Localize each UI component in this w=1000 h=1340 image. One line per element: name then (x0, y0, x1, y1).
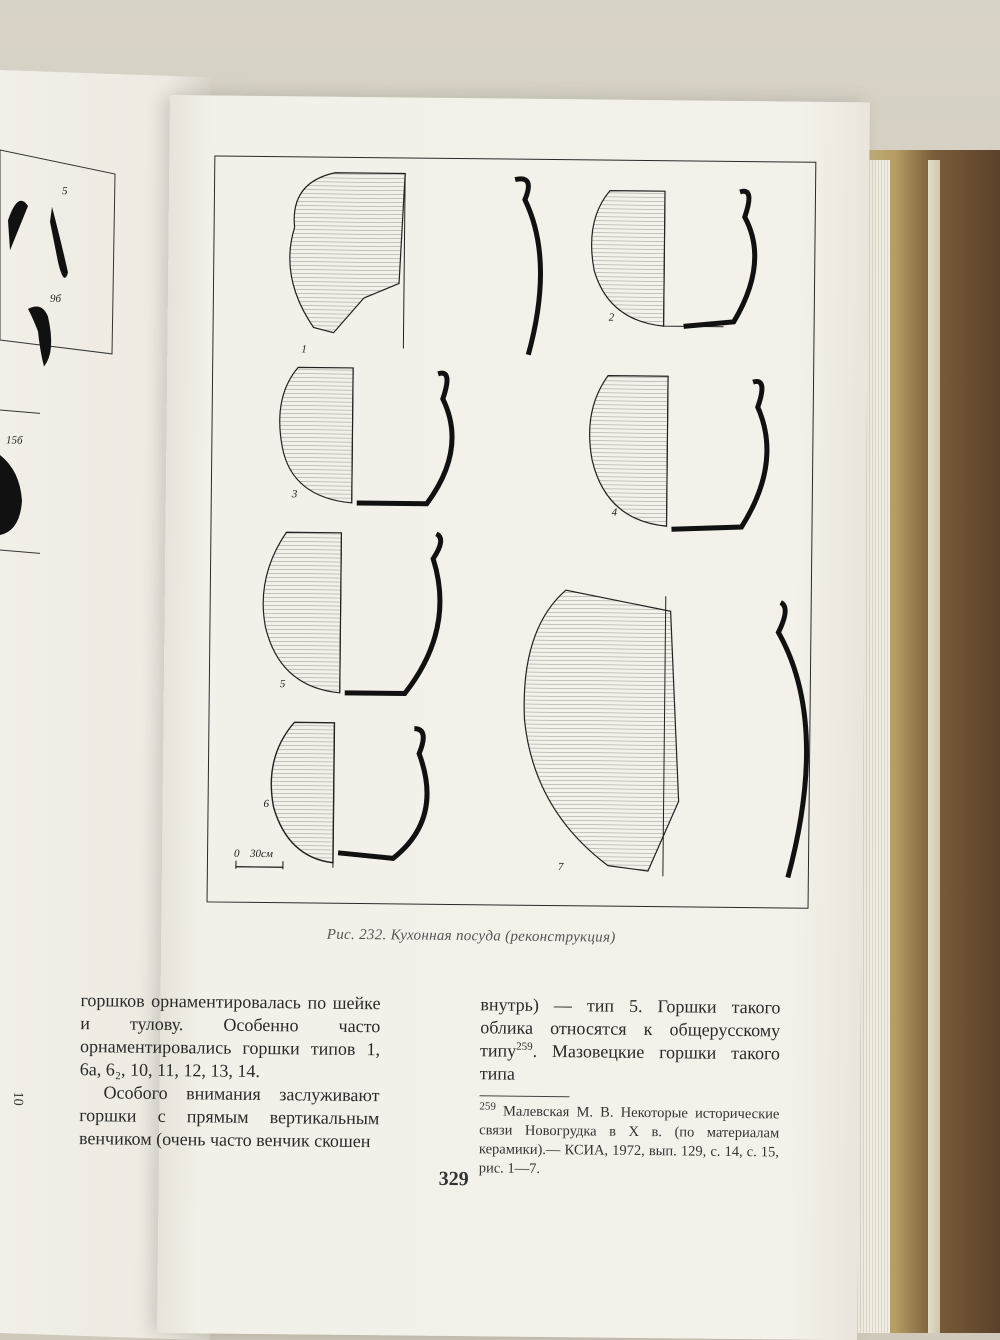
pot-label-7: 7 (558, 861, 564, 873)
cover-edge (928, 160, 940, 1333)
sherd-drawing-b (50, 207, 68, 278)
left-label-3: 15б (6, 434, 23, 447)
left-margin-number: 10 (9, 1091, 25, 1106)
left-label-2: 9б (50, 293, 61, 305)
pot-label-6: 6 (264, 798, 270, 810)
pot-6 (263, 722, 428, 869)
pot-1 (289, 172, 542, 358)
pot-label-3: 3 (291, 488, 298, 500)
pot-label-4: 4 (612, 507, 618, 519)
pot-5 (262, 532, 441, 694)
sherd-drawing-d (0, 455, 22, 536)
paragraph-1: горшков орнаментировалась по шейке и тулову. Особенно часто орнаментировались горшки типов 1, 6а, 6₂, 10, 11, 12, 13, 14. (80, 989, 381, 1084)
figure-caption: Рис. 232. Кухонная посуда (реконструкция) (161, 925, 781, 948)
figure-frame (207, 155, 817, 908)
pot-3 (279, 367, 453, 504)
paragraph-3 (480, 993, 781, 1088)
paragraph-3-text: внутрь) — тип 5. Горшки такого облика относятся к общерусскому типу (480, 994, 781, 1060)
footnote-rule (480, 1095, 570, 1097)
paragraph-3-text-end: . Мазовецкие горшки такого типа (480, 1041, 780, 1084)
pot-4 (589, 375, 768, 530)
pot-label-1: 1 (301, 343, 307, 355)
paragraph-2: Особого внимания заслуживают горшки с прямым вертикальным венчиком (очень часто венчик скошен (79, 1081, 380, 1153)
text-column-right (479, 993, 781, 1181)
pot-label-5: 5 (280, 678, 286, 690)
pottery-illustration (208, 156, 816, 907)
pot-7 (522, 590, 808, 878)
footnote-mark: 259 (479, 1100, 496, 1112)
left-label-1: 5 (62, 185, 68, 197)
page-number: 329 (439, 1168, 469, 1191)
text-column-left (79, 989, 381, 1153)
scale-bar (234, 848, 283, 870)
scale-value: 30см (249, 848, 273, 860)
scale-zero: 0 (234, 848, 240, 860)
footnote (479, 1102, 780, 1181)
sherd-drawing-c (28, 306, 51, 367)
right-page (157, 95, 870, 1340)
pot-label-2: 2 (609, 312, 615, 324)
sherd-drawing-a (8, 200, 28, 251)
footnote-text: Малевская М. В. Некоторые исторические связи Новогрудка в X в. (по материалам керамики).— КСИА, 1972, вып. 129, с. 14, с. 15, рис. 1—7. (479, 1104, 780, 1177)
footnote-reference: 259 (516, 1041, 533, 1053)
pot-2 (591, 190, 756, 327)
